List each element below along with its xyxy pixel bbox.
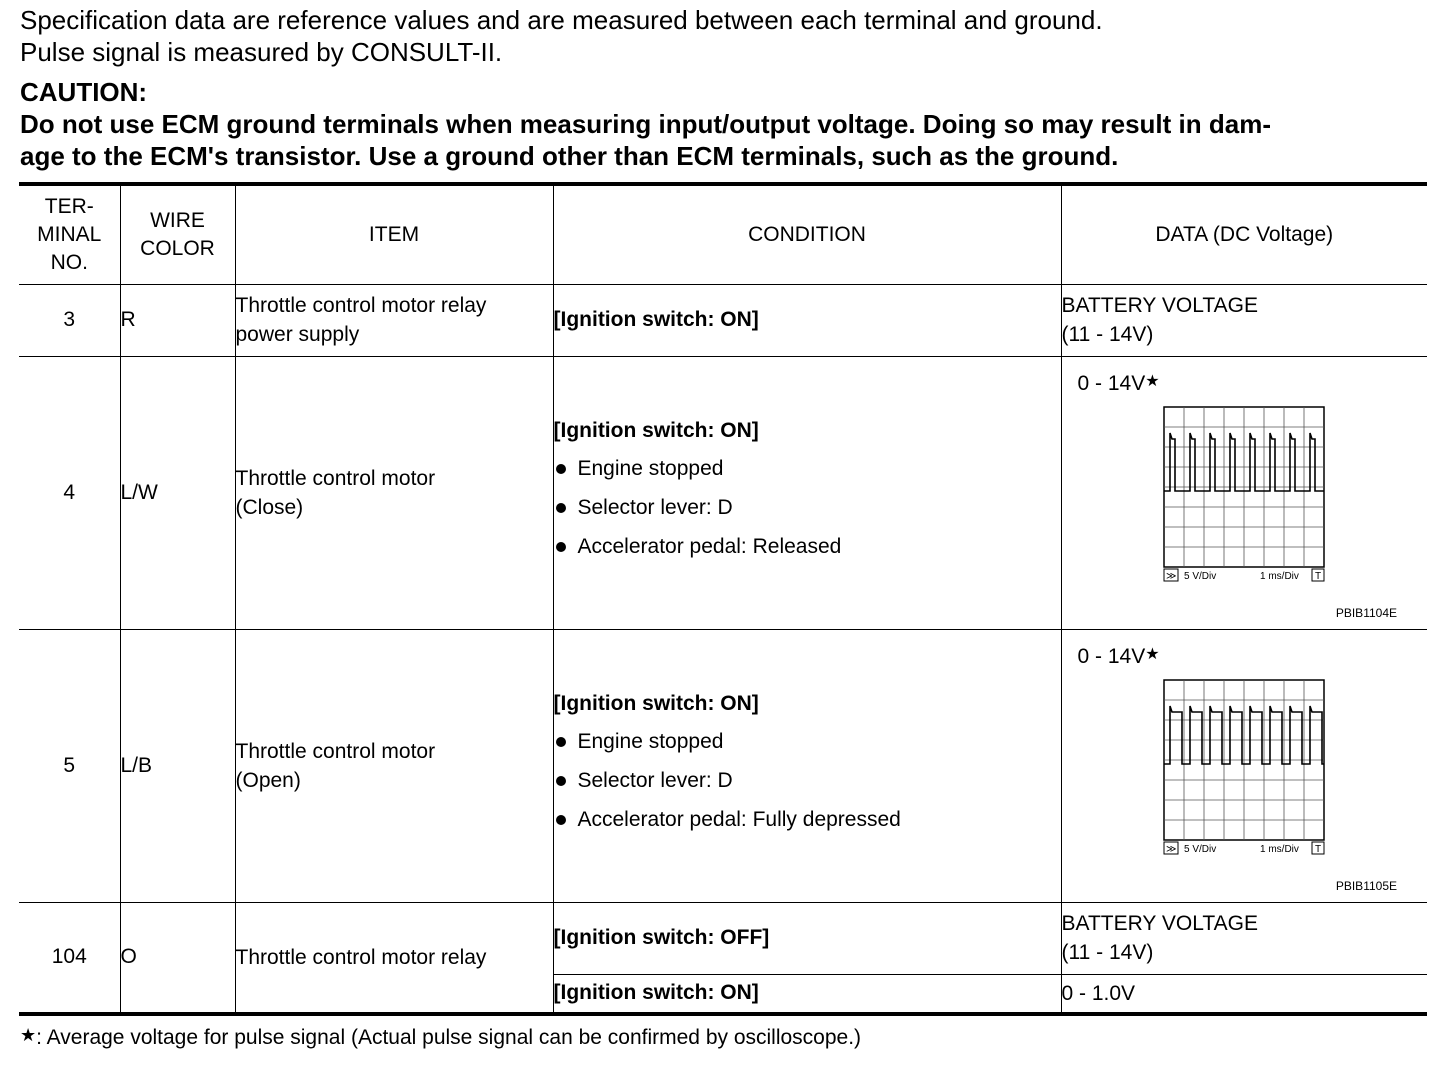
- intro-line-2: Pulse signal is measured by CONSULT-II.: [20, 37, 503, 67]
- figure-code: PBIB1105E: [1335, 878, 1397, 893]
- list-item: Engine stopped: [554, 722, 1061, 761]
- data-cell: [1061, 356, 1427, 629]
- list-item: Selector lever: D: [554, 761, 1061, 800]
- item-text: Throttle control motor (Open): [235, 629, 553, 902]
- table-row: [19, 284, 1427, 356]
- table-row: [19, 356, 1427, 629]
- caution-text: [20, 108, 1430, 172]
- footnote: ★: Average voltage for pulse signal (Actual pulse signal can be confirmed by oscilloscope.): [20, 1025, 862, 1049]
- condition-list: [554, 449, 1061, 566]
- scope-time-scale: 1 ms/Div: [1259, 570, 1299, 582]
- star-icon: ★: [1145, 645, 1160, 663]
- scope-voltage-scale: 5 V/Div: [1183, 570, 1216, 582]
- caution-heading: CAUTION:: [20, 77, 148, 107]
- list-item: Accelerator pedal: Fully depressed: [554, 800, 1061, 839]
- list-item: Selector lever: D: [554, 488, 1061, 527]
- data-cell: [1061, 629, 1427, 902]
- figure-code: PBIB1104E: [1335, 605, 1397, 620]
- scope-trigger-icon: T: [1314, 570, 1321, 582]
- wire-color: L/B: [120, 629, 235, 902]
- header-wire-color: WIRE COLOR: [120, 184, 235, 284]
- terminal-number: 104: [19, 902, 120, 1014]
- table-row: [19, 629, 1427, 902]
- wire-color: R: [120, 284, 235, 356]
- condition-cell: [553, 356, 1061, 629]
- item-text: Throttle control motor relay: [235, 902, 553, 1014]
- item-text: Throttle control motor relay power supply: [235, 284, 553, 356]
- list-item: Accelerator pedal: Released: [554, 527, 1061, 566]
- scope-arrow-icon: ≫: [1165, 843, 1176, 855]
- data-text: 0 - 1.0V: [1061, 974, 1427, 1014]
- condition-text: [Ignition switch: ON]: [553, 284, 1061, 356]
- caution-line-1: Do not use ECM ground terminals when measuring input/output voltage. Doing so may result in dam-: [20, 109, 1271, 139]
- star-icon: ★: [1145, 372, 1160, 390]
- header-condition: CONDITION: [553, 184, 1061, 284]
- header-terminal: TER- MINAL NO.: [19, 184, 120, 284]
- condition-cell: [553, 629, 1061, 902]
- data-text: BATTERY VOLTAGE (11 - 14V): [1061, 284, 1427, 356]
- condition-text: [Ignition switch: OFF]: [553, 902, 1061, 974]
- item-text: Throttle control motor (Close): [235, 356, 553, 629]
- wire-color: O: [120, 902, 235, 1014]
- header-data: DATA (DC Voltage): [1061, 184, 1427, 284]
- list-item: Engine stopped: [554, 449, 1061, 488]
- oscilloscope-waveform-open: [1162, 678, 1332, 860]
- header-item: ITEM: [235, 184, 553, 284]
- star-icon: ★: [20, 1025, 37, 1045]
- terminal-number: 3: [19, 284, 120, 356]
- intro-text: [20, 4, 1103, 68]
- intro-line-1: Specification data are reference values and are measured between each terminal and ground.: [20, 5, 1103, 35]
- terminal-number: 5: [19, 629, 120, 902]
- condition-text: [Ignition switch: ON]: [553, 692, 759, 715]
- wire-color: L/W: [120, 356, 235, 629]
- data-value: 0 - 14V★: [1077, 644, 1160, 668]
- caution-line-2: age to the ECM's transistor. Use a ground other than ECM terminals, such as the ground.: [20, 141, 1119, 171]
- condition-list: [554, 722, 1061, 839]
- data-value: 0 - 14V★: [1077, 371, 1160, 395]
- scope-voltage-scale: 5 V/Div: [1183, 843, 1216, 855]
- table-header-row: [19, 184, 1427, 284]
- terminal-spec-table: [19, 182, 1427, 1016]
- table-row: [19, 902, 1427, 974]
- scope-trigger-icon: T: [1314, 843, 1321, 855]
- scope-arrow-icon: ≫: [1165, 570, 1176, 582]
- oscilloscope-waveform-close: [1162, 405, 1332, 587]
- condition-text: [Ignition switch: ON]: [553, 419, 759, 442]
- scope-time-scale: 1 ms/Div: [1259, 843, 1299, 855]
- condition-text: [Ignition switch: ON]: [553, 974, 1061, 1014]
- data-text: BATTERY VOLTAGE (11 - 14V): [1061, 902, 1427, 974]
- terminal-number: 4: [19, 356, 120, 629]
